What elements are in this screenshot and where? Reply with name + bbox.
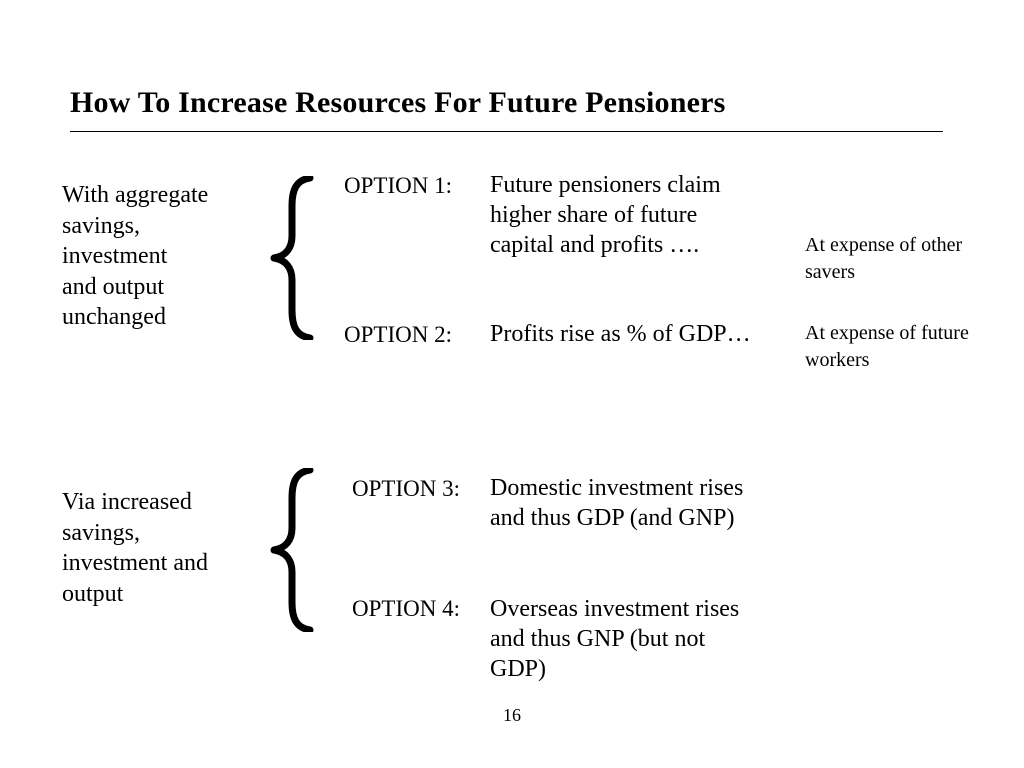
option-1-description-line: capital and profits …. <box>490 232 700 258</box>
option-3-description-line: and thus GDP (and GNP) <box>490 505 735 531</box>
option-4-description-line: GDP) <box>490 656 547 682</box>
option-4-description-line: Overseas investment rises <box>490 596 740 622</box>
option-3-description-line: Domestic investment rises <box>490 475 744 501</box>
option-1-note <box>805 232 1020 286</box>
left-brace-icon <box>268 176 318 340</box>
group-1-brace <box>268 176 318 340</box>
option-3-description <box>490 473 743 533</box>
option-4-description <box>490 594 739 684</box>
left-brace-icon <box>268 468 318 632</box>
group-2-brace <box>268 468 318 632</box>
option-2-note-line: workers <box>805 349 870 371</box>
option-2-note <box>805 320 1020 374</box>
group-1-label-line: investment <box>62 243 168 269</box>
group-2-label <box>62 487 208 609</box>
option-2-note-line: At expense of future <box>805 322 969 344</box>
option-1-description-line: higher share of future <box>490 202 698 228</box>
page-number: 16 <box>503 705 521 725</box>
group-2-label-line: savings, <box>62 519 140 546</box>
group-1-label-line: and output <box>62 273 164 300</box>
option-2-description <box>490 319 751 349</box>
option-4-description-line: and thus GNP (but not <box>490 626 706 652</box>
group-1-label <box>62 180 208 333</box>
group-2-label-line: output <box>62 580 124 607</box>
option-4-name: OPTION 4: <box>352 596 460 621</box>
option-1-note-line: At expense of other <box>805 234 963 256</box>
title-underline <box>70 131 943 132</box>
option-1-note-line: savers <box>805 261 855 283</box>
option-1-name: OPTION 1: <box>344 173 452 198</box>
option-3-name: OPTION 3: <box>352 476 460 501</box>
group-1-label-line: unchanged <box>62 304 166 330</box>
option-1-description <box>490 170 721 260</box>
option-2-name: OPTION 2: <box>344 322 452 347</box>
slide-title: How To Increase Resources For Future Pensioners <box>70 86 726 119</box>
group-2-label-line: investment and <box>62 550 208 576</box>
group-1-label-line: With aggregate <box>62 182 209 208</box>
group-1-label-line: savings, <box>62 212 140 239</box>
option-1-description-line: Future pensioners claim <box>490 172 721 198</box>
group-2-label-line: Via increased <box>62 489 192 515</box>
option-2-description-line: Profits rise as % of GDP… <box>490 321 751 347</box>
